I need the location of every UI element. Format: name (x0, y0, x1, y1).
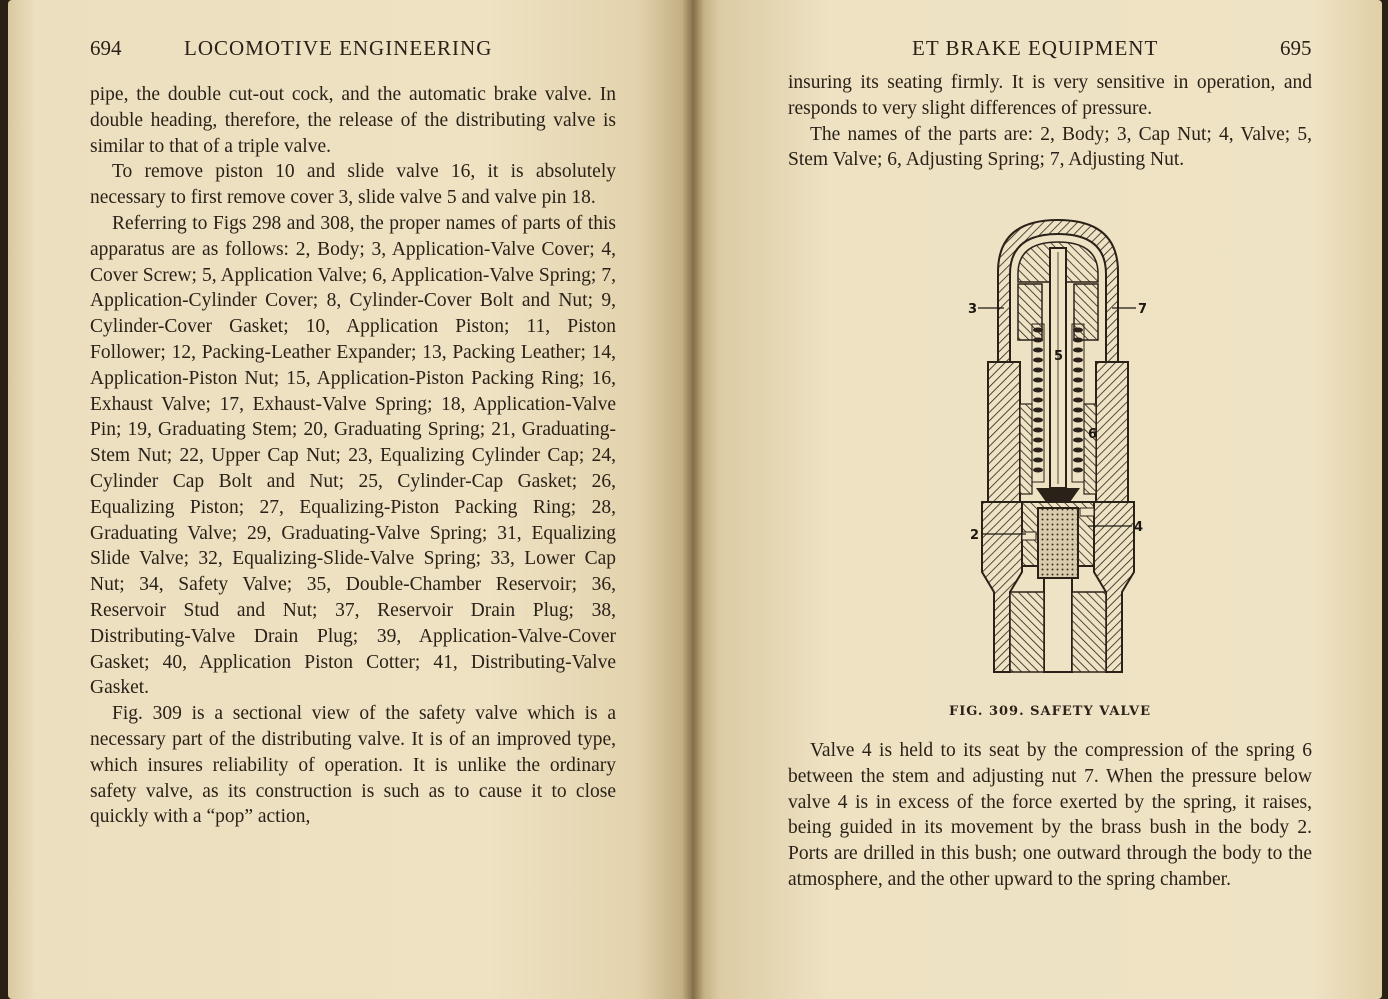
right-page-body-top (788, 70, 1312, 173)
left-running-head: LOCOMOTIVE ENGINEERING (184, 36, 493, 60)
inlet-passage (1044, 578, 1072, 672)
paragraph: To remove piston 10 and slide valve 16, it is absolutely necessary to first remove cover 3, slide valve 5 and valve pin 18. (90, 161, 616, 209)
safety-valve-sectional-diagram (960, 212, 1156, 682)
callout-3: 3 (968, 302, 978, 317)
callout-4: 4 (1134, 520, 1144, 535)
paragraph: Fig. 309 is a sectional view of the safety valve which is a necessary part of the distributing valve. It is of an improved type, which insures reliability of operation. It is unlike the ordinary safety valve, as its construction is such as to cause it to close quickly with a “pop” action, (90, 703, 616, 828)
right-page (692, 0, 1382, 999)
valve-body (1072, 592, 1106, 672)
paragraph: Referring to Figs 298 and 308, the proper names of parts of this apparatus are as follows: 2, Body; 3, Application-Valve Cover; 4, Cover Screw; 5, Application Valve; 6, Application-Valve Spring; 7, Application-Cylinder Cover; 8, Cylinder-Cover Bolt and Nut; 9, Cylinder-Cover Gasket; 10, Application Piston; 11, Piston Follower; 12, Packing-Leather Expander; 13, Packing Leather; 14, Application-Piston Nut; 15, Application-Piston Packing Ring; 16, Exhaust Valve; 17, Exhaust-Valve Spring; 18, Application-Valve Pin; 19, Graduating Stem; 20, Graduating Spring; 21, Graduating-Stem Nut; 22, Upper Cap Nut; 23, Equalizing Cylinder Cap; 24, Cylinder Cap Bolt and Nut; 25, Cylinder-Cap Gasket; 26, Equalizing Piston; 27, Equalizing-Piston Packing Ring; 28, Graduating Valve; 29, Graduating-Valve Spring; 31, Equalizing Slide Valve; 32, Equalizing-Slide-Valve Spring; 33, Lower Cap Nut; 34, Safety Valve; 35, Double-Chamber Reservoir; 36, Reservoir Stud and Nut; 37, Reservoir Drain Plug; 38, Distributing-Valve Drain Plug; 39, Application-Valve-Cover Gasket; 40, Application Piston Cotter; 41, Distributing-Valve Gasket. (90, 212, 616, 699)
right-running-head: ET BRAKE EQUIPMENT (912, 36, 1159, 60)
callout-2: 2 (970, 528, 980, 543)
left-page (8, 0, 692, 999)
left-page-body (90, 82, 616, 830)
valve-body (1010, 592, 1044, 672)
spring-chamber-wall (1020, 404, 1032, 494)
valve-and-bush (1022, 488, 1094, 578)
callout-7: 7 (1138, 302, 1148, 317)
figure-caption: FIG. 309. SAFETY VALVE (948, 704, 1152, 719)
callout-6: 6 (1088, 427, 1098, 442)
paragraph: The names of the parts are: 2, Body; 3, Cap Nut; 4, Valve; 5, Stem Valve; 6, Adjusting Spring; 7, Adjusting Nut. (788, 123, 1312, 171)
valve-stem (1050, 248, 1066, 488)
left-page-number: 694 (90, 36, 122, 60)
right-page-number: 695 (1280, 36, 1312, 60)
spring-chamber-wall (1084, 404, 1096, 494)
paragraph: insuring its seating firmly. It is very sensitive in operation, and responds to very slight differences of pressure. (788, 72, 1312, 119)
book-gutter (682, 0, 704, 999)
right-page-body-bottom (788, 738, 1312, 893)
paragraph: Valve 4 is held to its seat by the compression of the spring 6 between the stem and adjusting nut 7. When the pressure below valve 4 is in excess of the force exerted by the spring, it raises, being guided in its movement by the brass bush in the body 2. Ports are drilled in this bush; one outward through the body to the atmosphere, and the other upward to the spring chamber. (788, 740, 1312, 890)
paragraph: pipe, the double cut-out cock, and the automatic brake valve. In double heading, therefore, the release of the distributing valve is similar to that of a triple valve. (90, 84, 616, 157)
callout-5: 5 (1054, 349, 1064, 364)
